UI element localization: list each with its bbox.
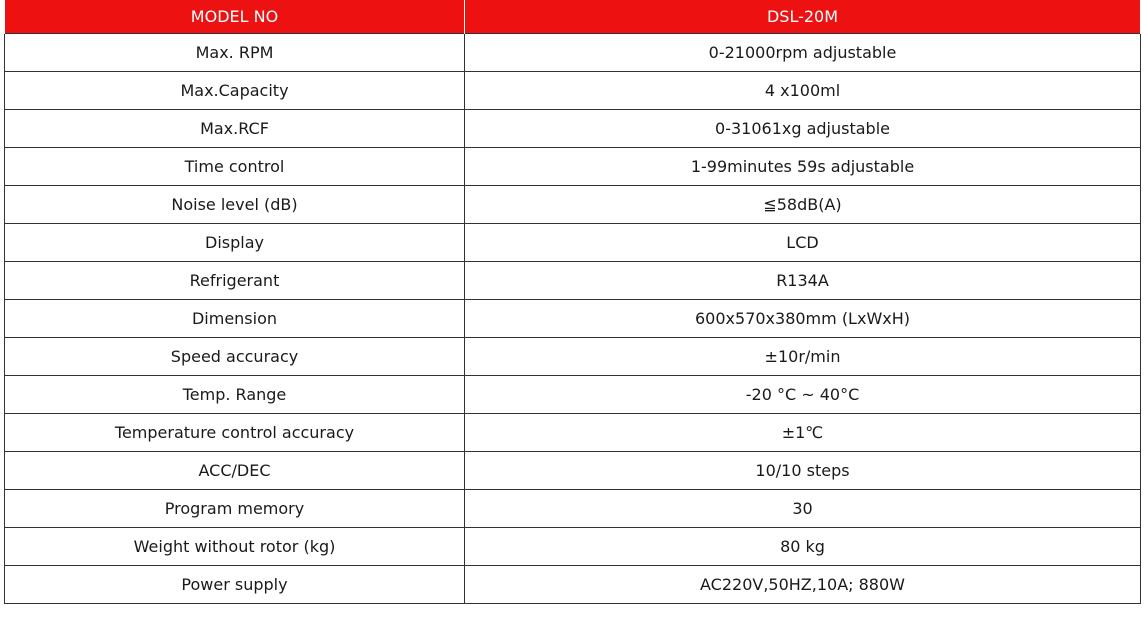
spec-label: Speed accuracy bbox=[5, 338, 465, 376]
table-row bbox=[5, 34, 1141, 72]
table-row bbox=[5, 300, 1141, 338]
table-row bbox=[5, 186, 1141, 224]
spec-label: Refrigerant bbox=[5, 262, 465, 300]
table-row bbox=[5, 376, 1141, 414]
table-row bbox=[5, 72, 1141, 110]
spec-table bbox=[4, 0, 1141, 604]
spec-value: 10/10 steps bbox=[465, 452, 1141, 490]
spec-label: Time control bbox=[5, 148, 465, 186]
table-row bbox=[5, 262, 1141, 300]
table-row bbox=[5, 414, 1141, 452]
spec-label: Dimension bbox=[5, 300, 465, 338]
header-model-label: MODEL NO bbox=[5, 0, 465, 34]
spec-label: Noise level (dB) bbox=[5, 186, 465, 224]
spec-label: Weight without rotor (kg) bbox=[5, 528, 465, 566]
table-row bbox=[5, 338, 1141, 376]
spec-value: ±1℃ bbox=[465, 414, 1141, 452]
spec-value: 80 kg bbox=[465, 528, 1141, 566]
spec-label: Program memory bbox=[5, 490, 465, 528]
table-row bbox=[5, 528, 1141, 566]
spec-value: 0-21000rpm adjustable bbox=[465, 34, 1141, 72]
table-row bbox=[5, 110, 1141, 148]
table-row bbox=[5, 148, 1141, 186]
spec-value: -20 °C ~ 40°C bbox=[465, 376, 1141, 414]
spec-label: Display bbox=[5, 224, 465, 262]
spec-value: 30 bbox=[465, 490, 1141, 528]
spec-label: Temperature control accuracy bbox=[5, 414, 465, 452]
spec-label: Max.RCF bbox=[5, 110, 465, 148]
table-header-row bbox=[5, 0, 1141, 34]
table-row bbox=[5, 490, 1141, 528]
spec-value: 1-99minutes 59s adjustable bbox=[465, 148, 1141, 186]
header-model-value: DSL-20M bbox=[465, 0, 1141, 34]
spec-value: LCD bbox=[465, 224, 1141, 262]
spec-value: 0-31061xg adjustable bbox=[465, 110, 1141, 148]
spec-value: R134A bbox=[465, 262, 1141, 300]
spec-value: 600x570x380mm (LxWxH) bbox=[465, 300, 1141, 338]
table-row bbox=[5, 452, 1141, 490]
spec-value: AC220V,50HZ,10A; 880W bbox=[465, 566, 1141, 604]
spec-label: Max.Capacity bbox=[5, 72, 465, 110]
spec-value: ≦58dB(A) bbox=[465, 186, 1141, 224]
spec-label: ACC/DEC bbox=[5, 452, 465, 490]
table-row bbox=[5, 224, 1141, 262]
spec-value: 4 x100ml bbox=[465, 72, 1141, 110]
table-row bbox=[5, 566, 1141, 604]
spec-table-container bbox=[4, 0, 1140, 604]
spec-label: Temp. Range bbox=[5, 376, 465, 414]
spec-label: Max. RPM bbox=[5, 34, 465, 72]
spec-label: Power supply bbox=[5, 566, 465, 604]
spec-value: ±10r/min bbox=[465, 338, 1141, 376]
